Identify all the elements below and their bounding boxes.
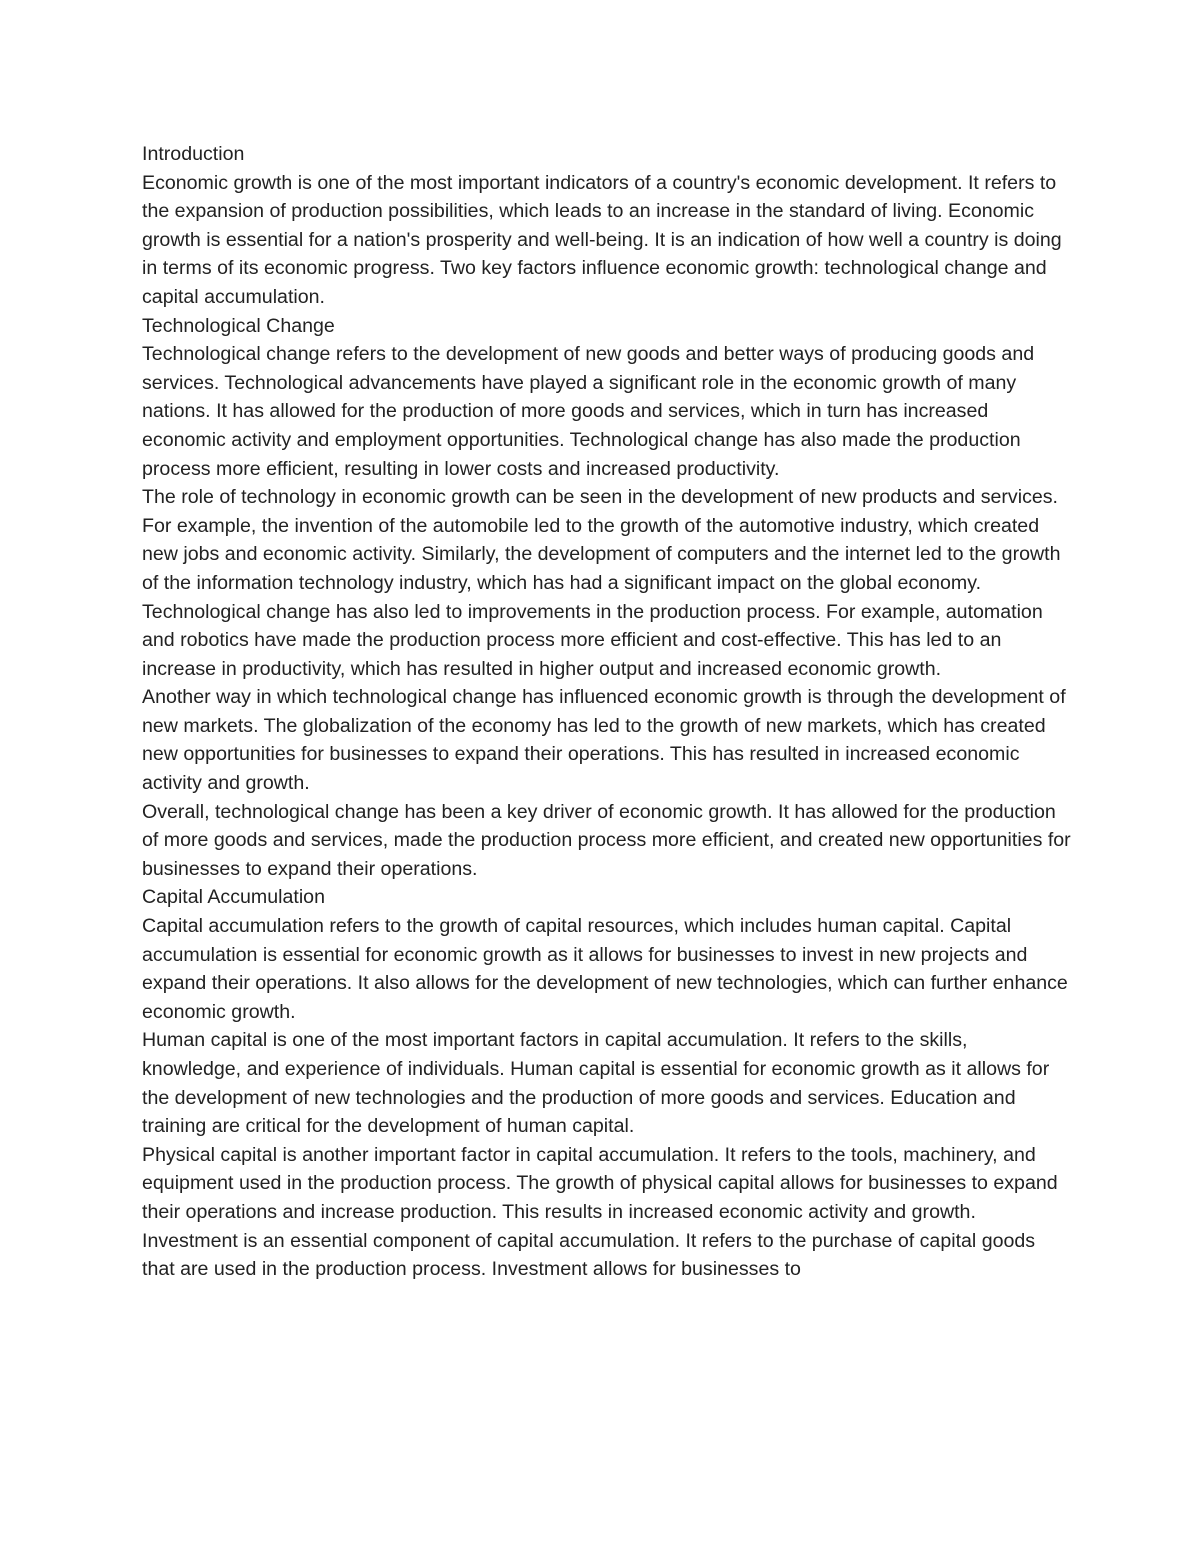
paragraph-technology-overall: Overall, technological change has been a key driver of economic growth. It has allowed for the production of more goods and services, made the production process more efficient, and created new opportunities for businesses to expand their operations.: [142, 800, 1071, 880]
paragraph-investment: Investment is an essential component of capital accumulation. It refers to the purchase of capital goods that are used in the production process. Investment allows for businesses to: [142, 1229, 1036, 1281]
heading-introduction: Introduction: [142, 143, 245, 165]
paragraph-technological-change-definition: Technological change refers to the development of new goods and better ways of producing goods and services. Technological advancements have played a significant role in the economic growth of many nations. It has allowed for the production of more goods and services, which in turn has increased economic activity and employment opportunities. Technological change has also made the production process more efficient, resulting in lower costs and increased productivity.: [142, 343, 1035, 480]
heading-technological-change: Technological Change: [142, 314, 335, 337]
paragraph-introduction: Economic growth is one of the most important indicators of a country's economic development. It refers to the expansion of production possibilities, which leads to an increase in the standard of living. Economic growth is essential for a nation's prosperity and well-being. It is an indication of how well a country is doing in terms of its economic progress. Two key factors influence economic growth: technological change and capital accumulation.: [142, 171, 1062, 308]
paragraph-capital-accumulation-definition: Capital accumulation refers to the growth of capital resources, which includes human capital. Capital accumulation is essential for economic growth as it allows for businesses to invest in new projects and expand their operations. It also allows for the development of new technologies, which can further enhance economic growth.: [142, 915, 1068, 1023]
paragraph-technology-role: The role of technology in economic growth can be seen in the development of new products and services. For example, the invention of the automobile led to the growth of the automotive industry, which created new jobs and economic activity. Similarly, the development of computers and the internet led to the growth of the information technology industry, which has had a significant impact on the global economy.: [142, 486, 1061, 594]
paragraph-physical-capital: Physical capital is another important factor in capital accumulation. It refers to the tools, machinery, and equipment used in the production process. The growth of physical capital allows for businesses to expand their operations and increase production. This results in increased economic activity and growth.: [142, 1143, 1058, 1223]
document-body: [142, 140, 1072, 1284]
paragraph-human-capital: Human capital is one of the most important factors in capital accumulation. It refers to the skills, knowledge, and experience of individuals. Human capital is essential for economic growth as it allows for the development of new technologies and the production of more goods and services. Education and training are critical for the development of human capital.: [142, 1029, 1050, 1138]
paragraph-new-markets: Another way in which technological change has influenced economic growth is through the development of new markets. The globalization of the economy has led to the growth of new markets, which has created new opportunities for businesses to expand their operations. This has resulted in increased economic activity and growth.: [142, 686, 1066, 795]
heading-capital-accumulation: Capital Accumulation: [142, 886, 325, 909]
paragraph-production-process: Technological change has also led to improvements in the production process. For example, automation and robotics have made the production process more efficient and cost-effective. This has led to an increase in productivity, which has resulted in higher output and increased economic growth.: [142, 600, 1043, 680]
